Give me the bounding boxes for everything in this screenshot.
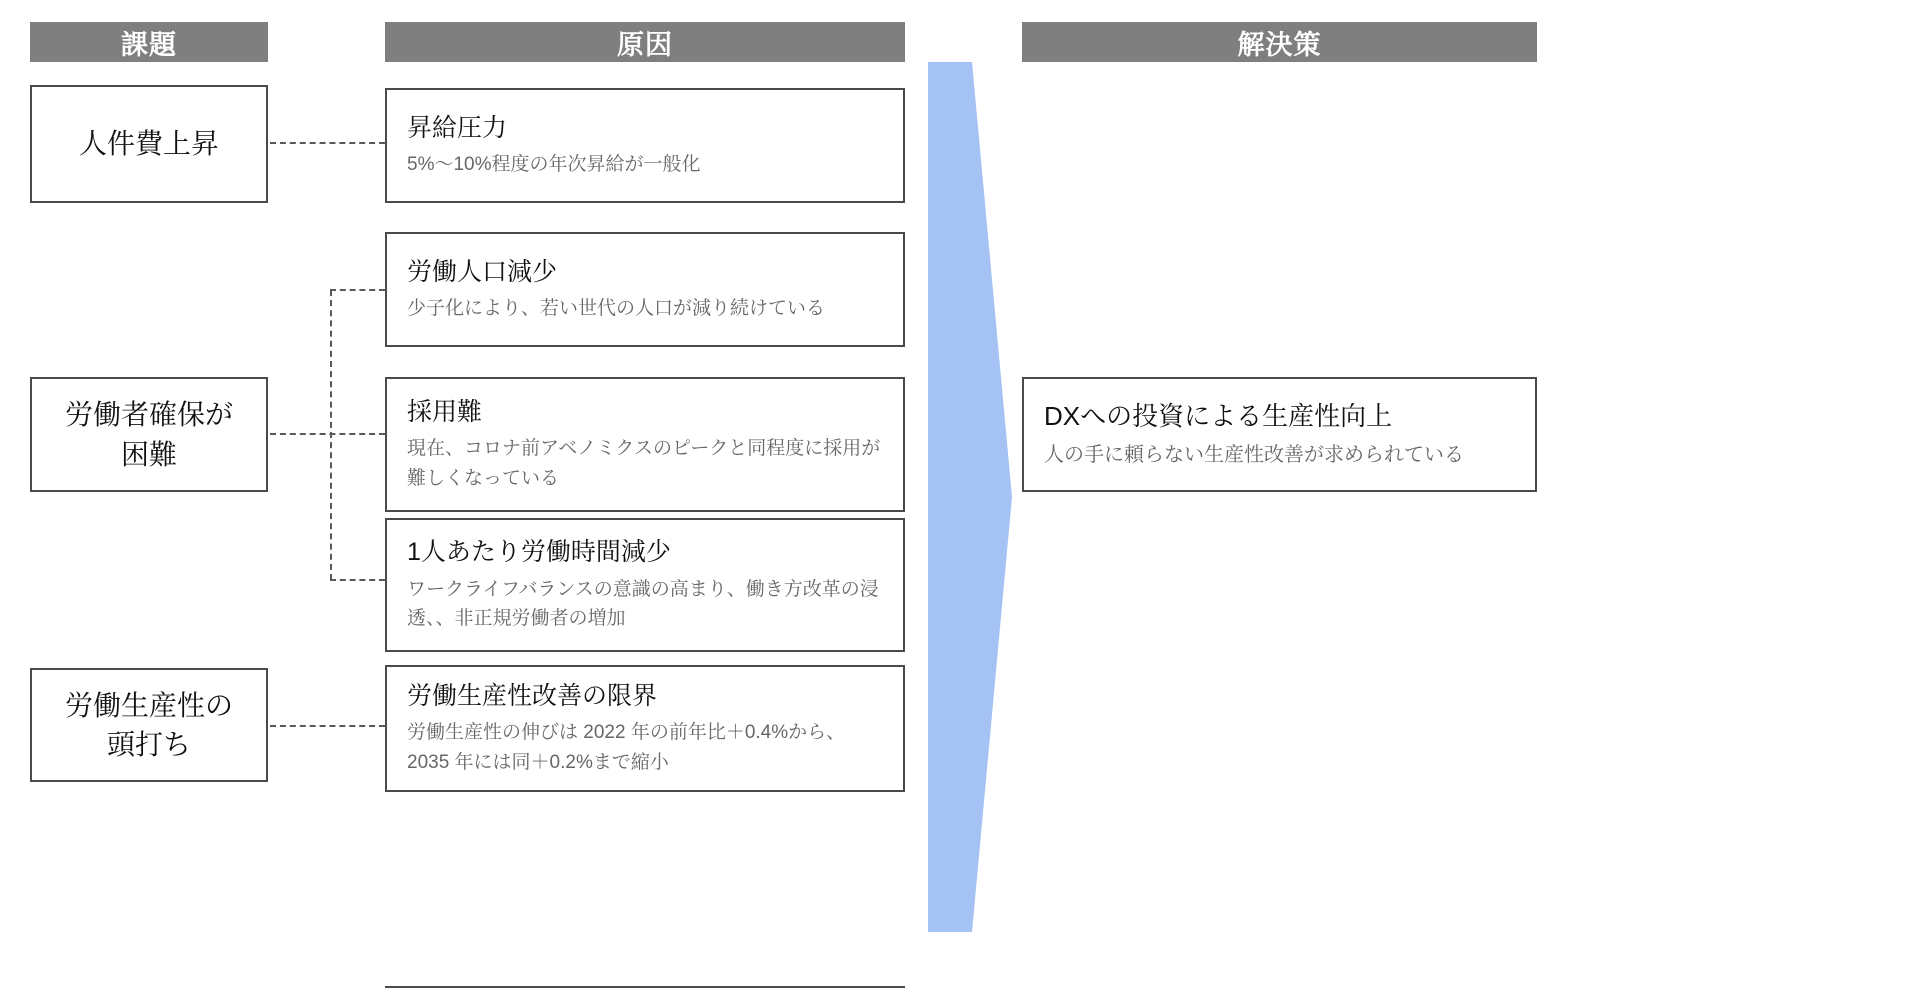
cause-title: 採用難 — [407, 397, 483, 426]
solution-desc: 人の手に頼らない生産性改善が求められている — [1044, 444, 1464, 467]
issue-label-line1: 労働生産性の — [64, 689, 233, 721]
cause-title: 労働人口減少 — [407, 257, 558, 286]
connector-issue2-cause3 — [270, 433, 385, 435]
cause-desc: 少子化により、若い世代の人口が減り続けている — [407, 298, 826, 320]
cause-box-hiring-difficulty — [385, 377, 905, 512]
column-header-solutions-label: 解決策 — [1237, 29, 1322, 60]
issue-label-line1: 労働者確保が — [64, 399, 233, 431]
cause-desc: 5%〜10%程度の年次昇給が一般化 — [407, 154, 701, 176]
cause-box-shrinking-workforce — [385, 232, 905, 347]
cause-box-wage-pressure — [385, 88, 905, 203]
cause-title: 昇給圧力 — [407, 113, 508, 142]
flow-arrow-icon — [928, 60, 1014, 934]
issue-label: 人件費上昇 — [78, 128, 219, 160]
connector-issue2-cause4 — [330, 579, 385, 581]
connector-issue1-cause1 — [270, 142, 385, 144]
connector-issue3-cause5 — [270, 725, 385, 727]
issue-box-productivity-ceiling — [30, 668, 268, 782]
solution-box-dx-investment — [1022, 377, 1537, 492]
cause-desc: 現在、コロナ前アベノミクスのピークと同程度に採用が難しくなっている — [407, 438, 881, 489]
cause-desc: ワークライフバランスの意識の高まり、働き方改革の浸透、、非正規労働者の増加 — [407, 578, 879, 630]
column-header-causes-label: 原因 — [617, 29, 673, 60]
connector-issue2-vertical — [330, 290, 332, 580]
issue-box-worker-shortage — [30, 377, 268, 492]
cause-desc: 労働生産性の伸びは 2022 年の前年比＋0.4%から、2035 年には同＋0.2%まで縮小 — [407, 722, 846, 773]
issue-label-line2: 困難 — [120, 438, 177, 470]
column-header-issues-label: 課題 — [121, 29, 177, 60]
connector-issue2-cause2 — [330, 289, 385, 291]
solution-title: DXへの投資による生産性向上 — [1044, 400, 1393, 431]
flow-arrow-shape — [928, 62, 1012, 932]
column-header-issues — [30, 22, 268, 62]
column-header-causes — [385, 22, 905, 62]
cause-title: 1人あたり労働時間減少 — [407, 538, 671, 567]
issue-label-line2: 頭打ち — [106, 729, 191, 760]
cause-title: 労働生産性改善の限界 — [407, 681, 658, 710]
issue-box-labor-cost — [30, 85, 268, 203]
cause-box-working-hours-decline — [385, 518, 905, 652]
column-header-solutions — [1022, 22, 1537, 62]
cause-box-productivity-limit — [385, 665, 905, 792]
cutoff-box-top-border — [385, 986, 905, 988]
